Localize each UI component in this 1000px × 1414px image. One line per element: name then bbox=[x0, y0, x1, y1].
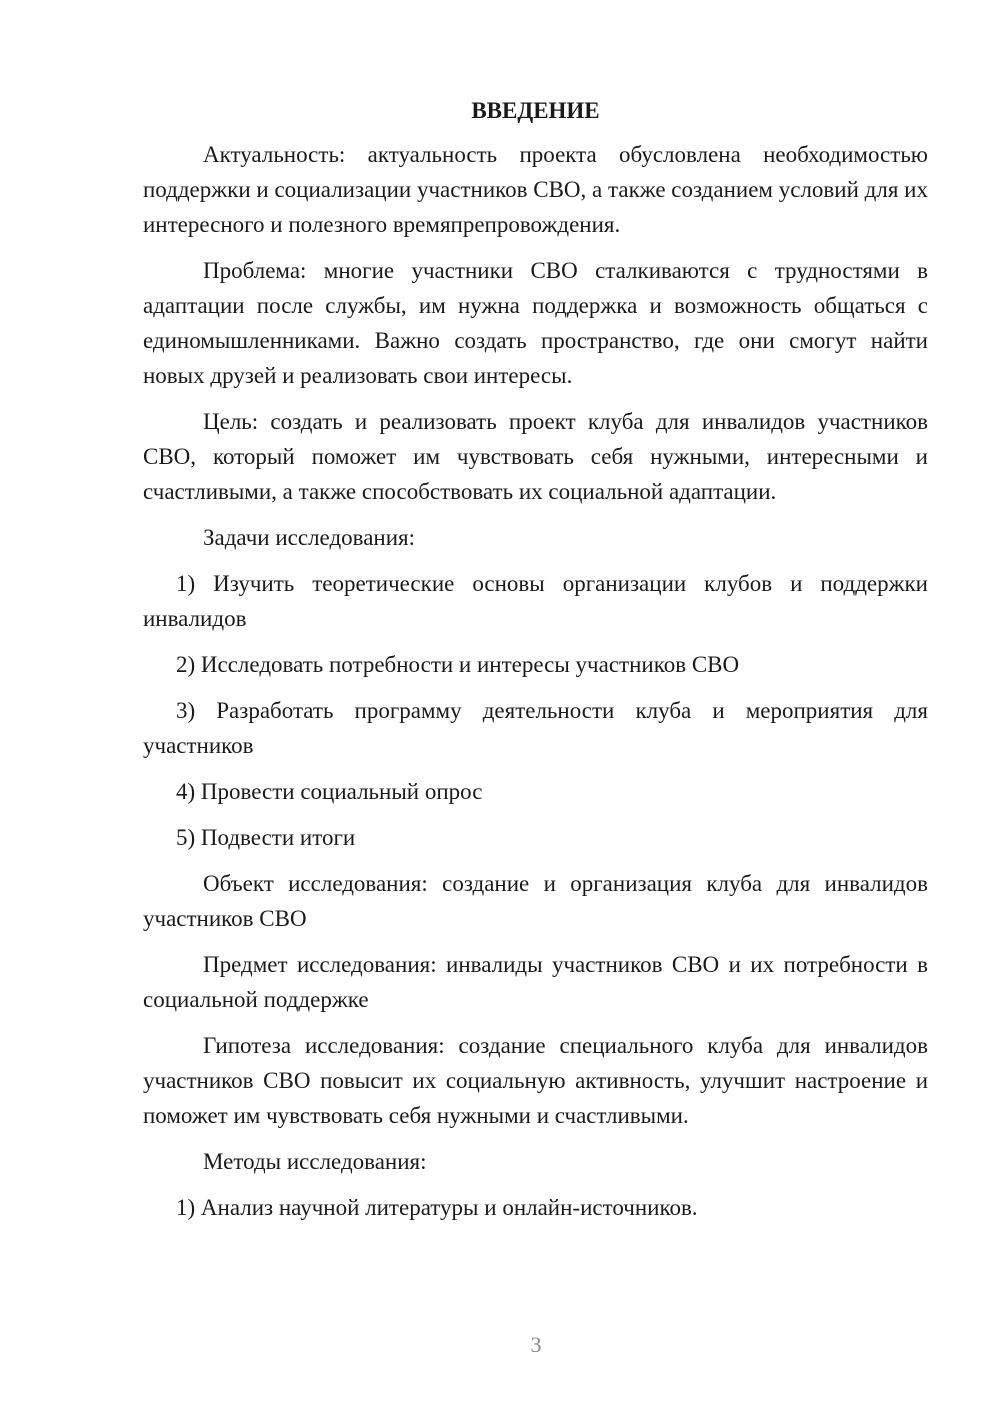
methods-heading: Методы исследования: bbox=[203, 1149, 427, 1174]
task-item: 1) Изучить теоретические основы организации клубов и поддержки инвалидов bbox=[143, 571, 928, 631]
task-item: 5) Подвести итоги bbox=[176, 825, 356, 850]
task-item: 4) Провести социальный опрос bbox=[176, 779, 483, 804]
page-number: 3 bbox=[530, 1332, 542, 1357]
method-item: 1) Анализ научной литературы и онлайн-источников. bbox=[176, 1195, 698, 1220]
paragraph-subject: Предмет исследования: инвалиды участников СВО и их потребности в социальной поддержке bbox=[143, 952, 928, 1012]
section-title: ВВЕДЕНИЕ bbox=[471, 98, 600, 123]
paragraph-problem: Проблема: многие участники СВО сталкиваются с трудностями в адаптации после службы, им нужна поддержка и возможность общаться с единомышленниками. Важно создать пространство, где они смогут найти новых друзей и реализовать свои интересы. bbox=[143, 258, 928, 388]
paragraph-relevance: Актуальность: актуальность проекта обусловлена необходимостью поддержки и социализации участников СВО, а также созданием условий для их интересного и полезного времяпрепровождения. bbox=[143, 142, 928, 237]
paragraph-hypothesis: Гипотеза исследования: создание специального клуба для инвалидов участников СВО повысит их социальную активность, улучшит настроение и поможет им чувствовать себя нужными и счастливыми. bbox=[143, 1033, 928, 1128]
document-body bbox=[143, 93, 928, 1236]
paragraph-object: Объект исследования: создание и организация клуба для инвалидов участников СВО bbox=[143, 871, 928, 931]
paragraph-goal: Цель: создать и реализовать проект клуба для инвалидов участников СВО, который поможет им чувствовать себя нужными, интересными и счастливыми, а также способствовать их социальной адаптации. bbox=[143, 409, 928, 504]
task-item: 3) Разработать программу деятельности клуба и мероприятия для участников bbox=[143, 698, 928, 758]
tasks-heading: Задачи исследования: bbox=[203, 525, 416, 550]
task-item: 2) Исследовать потребности и интересы участников СВО bbox=[176, 652, 740, 677]
